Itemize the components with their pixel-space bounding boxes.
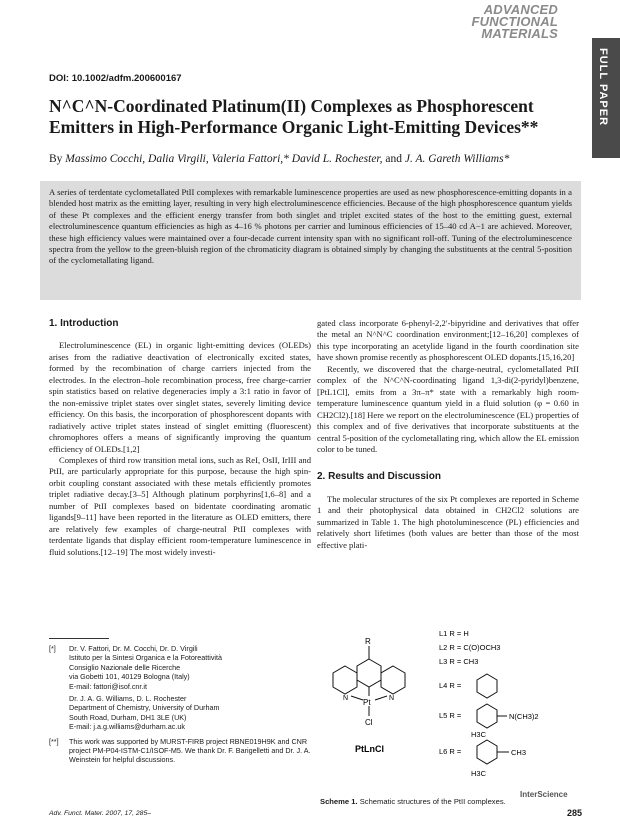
logo-line2: FUNCTIONAL — [471, 14, 558, 29]
footer-citation — [49, 810, 151, 817]
scheme-caption-text: Schematic structures of the PtII complexes. — [359, 797, 506, 806]
affil-line: Dr. V. Fattori, Dr. M. Cocchi, Dr. D. Virgili — [69, 644, 198, 653]
left-pyridine-ring — [333, 666, 357, 694]
ligand-l4: L4 R = — [439, 681, 462, 690]
section-tab — [592, 38, 620, 158]
affil-line: Consiglio Nazionale delle Ricerche — [69, 662, 181, 672]
section-tab-label: FULL PAPER — [597, 48, 609, 127]
ligand-l3: L3 R = CH3 — [439, 657, 479, 666]
journal-logo — [472, 4, 559, 40]
author-4: David L. Rochester, — [291, 153, 383, 165]
results-paragraph-1: The molecular structures of the six Pt complexes are reported in Scheme 1 and their photophysical data obtained in CH2Cl2 solutions are summarized in Table 1. The high photoluminescence (PL) efficiencies and relatively short lifetimes (both values are better than those of the most effective plati- — [317, 493, 579, 550]
results-heading: 2. Results and Discussion — [317, 471, 441, 483]
intro-paragraph-4: Recently, we discovered that the charge-neutral, cyclometallated PtII complex of the N^C^N-coordinating ligand 1,3-di(2-pyridyl)benzene, [PtL1Cl], emits from a 3π–π* state with a remarkably high room-temperature luminescence quantum yield in a fluid solution (φ = 0.60 in CH2Cl2).[18] Here we report on the electroluminescence (EL) properties of this complex and of five derivatives that incorporate substituents at the central 5-position of the cyclometallating ring, which allow the EL emission color to be tuned. — [317, 363, 579, 454]
scheme-caption-label: Scheme 1. — [320, 797, 358, 806]
logo-line1: ADVANCED — [483, 2, 558, 17]
affil-line: Dr. J. A. G. Williams, D. L. Rochester — [69, 694, 187, 704]
doi[interactable]: DOI: 10.1002/adfm.200600167 — [49, 73, 182, 84]
l6-ch3-right: CH3 — [511, 748, 527, 757]
right-column — [317, 318, 579, 551]
l6-h3c-top: H3C — [471, 730, 487, 739]
pt-n-right-bond — [375, 696, 387, 700]
right-pyridine-ring — [381, 666, 405, 694]
pt-n-left-bond — [351, 696, 363, 700]
affiliation-bologna — [69, 644, 311, 691]
page-number: 285 — [566, 808, 582, 818]
footnote-divider — [49, 638, 109, 639]
ligand-l6: L6 R = — [439, 747, 462, 756]
affil-line: Istituto per la Sintesi Organica e la Fotoreattività — [69, 653, 223, 663]
by-label: By — [49, 153, 63, 165]
and-label: and — [385, 153, 402, 165]
affil-line: via Gobetti 101, 40129 Bologna (Italy) — [69, 672, 190, 682]
scheme-caption — [320, 797, 506, 806]
footnotes — [49, 644, 311, 767]
l5-substituent: N(CH3)2 — [509, 712, 539, 721]
intro-paragraph-1: Electroluminescence (EL) in organic light-emitting devices (OLEDs) arises from the radiative deactivation of electronically excited states, formed by the recombination of charge carriers injected from the electrodes. In the electron–hole recombination process, free charge-carrier spin statistics based on relative degeneracies imply a 3:1 ratio in favor of the non-emissive triplet states over singlet states, severely limiting device efficiency. On this basis, the incorporation of phosphorescent dopants with radiatively active triplet states instead of singlet emitting (fluorescent) chromophores offers a means of significantly improving the quantum efficiency of OLEDs.[1,2] — [49, 340, 311, 454]
author-list — [49, 153, 569, 165]
r-label: R — [365, 637, 371, 646]
author-2: Dalia Virgili, — [148, 153, 209, 165]
author-5: J. A. Gareth Williams* — [404, 153, 510, 165]
affil-line: Department of Chemistry, University of Durham — [69, 703, 220, 713]
footnote-mark-1: [*] — [49, 644, 56, 653]
footnote-mark-2: [**] — [49, 736, 59, 746]
l6-h3c-bottom: H3C — [471, 769, 487, 778]
ligand-l2: L2 R = C(O)OCH3 — [439, 643, 501, 652]
author-1: Massimo Cocchi, — [65, 153, 146, 165]
citation-text: Adv. Funct. Mater. 2007, 17, 285– — [49, 810, 152, 817]
author-3: Valeria Fattori,* — [211, 153, 289, 165]
n-left-label: N — [343, 695, 349, 702]
l5-phenyl-ring — [477, 704, 497, 728]
publisher-logo: InterScience — [520, 790, 568, 799]
scheme-1-structure — [329, 624, 569, 799]
article-title: N^C^N-Coordinated Platinum(II) Complexes as Phosphorescent Emitters in High-Performance Organic Light-Emitting Devices** — [49, 96, 539, 137]
abstract: A series of terdentate cyclometallated PtII complexes with remarkable luminescence properties are used as new phosphorescence-emitting dopants in a blended host matrix as the emitting layer, resulting in very high electroluminescence efficiencies. Because of the high phosphorescence quantum yields of these Pt complexes and the efficient energy transfer from both singlet and triplet excited states of the host to the emitting guest, external electroluminescence quantum efficiencies as high as 4–16 % photons per carrier and luminous efficiencies of 15–40 cd A−1 are achieved. Moreover, these high efficiency values were maintained over a four-decade current intensity span with no significant roll-off. Tuning of the electroluminescence spectra from the yellow to the green-bluish region of the chromaticity diagram is obtained simply by changing the substituents at the central 5-position of the cyclometallating ligand. — [40, 181, 581, 300]
l6-mesityl-ring — [477, 740, 497, 764]
l4-pyridyl-ring — [477, 674, 497, 698]
ligand-l1: L1 R = H — [439, 629, 469, 638]
affil-email[interactable]: E-mail: j.a.g.williams@durham.ac.uk — [69, 722, 185, 732]
central-benzene-ring — [357, 659, 381, 687]
ligand-l5: L5 R = — [439, 711, 462, 720]
n-right-label: N — [389, 695, 395, 702]
affil-line: South Road, Durham, DH1 3LE (UK) — [69, 712, 187, 722]
complex-label: PtLnCl — [355, 744, 384, 754]
intro-paragraph-3: gated class incorporate 6-phenyl-2,2′-bipyridine and derivatives that offer the metal an N^N^C coordination environment;[12–16,20] complexes of this type incorporating an acetylide ligand in the fourth coordination site have shown promise recently as phosphorescent OLED dopants.[15,16,20] — [317, 318, 579, 363]
affiliation-durham — [69, 694, 311, 732]
cl-label: Cl — [365, 718, 373, 727]
pt-label: Pt — [363, 698, 371, 707]
affil-email[interactable]: E-mail: fattori@isof.cnr.it — [69, 681, 147, 691]
acknowledgement: This work was supported by MURST-FIRB project RBNE019H9K and CNR project PM-P04-ISTM-C1/ISOF-M5. We thank Dr. F. Barigelletti and Dr. J. A. Weinstein for helpful discussions. — [69, 736, 311, 765]
logo-line3: MATERIALS — [481, 26, 558, 41]
left-column — [49, 318, 311, 558]
intro-paragraph-2: Complexes of third row transition metal ions, such as ReI, OsII, IrIII and PtII, are particularly appropriate for this purpose, because the high spin-orbit coupling constant associated with these metals efficiently promotes triplet radiative decay.[3–5] Although platinum porphyrins[1,6–8] and a number of PtII complexes based on bidentate coordinating aromatic ligands[9–11] have been reported in the literature as OLED emitters, there are relatively few examples of charge-neutral PtII complexes with terdentate ligands that display efficient room-temperature luminescence in fluid solutions.[12–19] The most widely investi- — [49, 454, 311, 557]
intro-heading: 1. Introduction — [49, 318, 119, 329]
